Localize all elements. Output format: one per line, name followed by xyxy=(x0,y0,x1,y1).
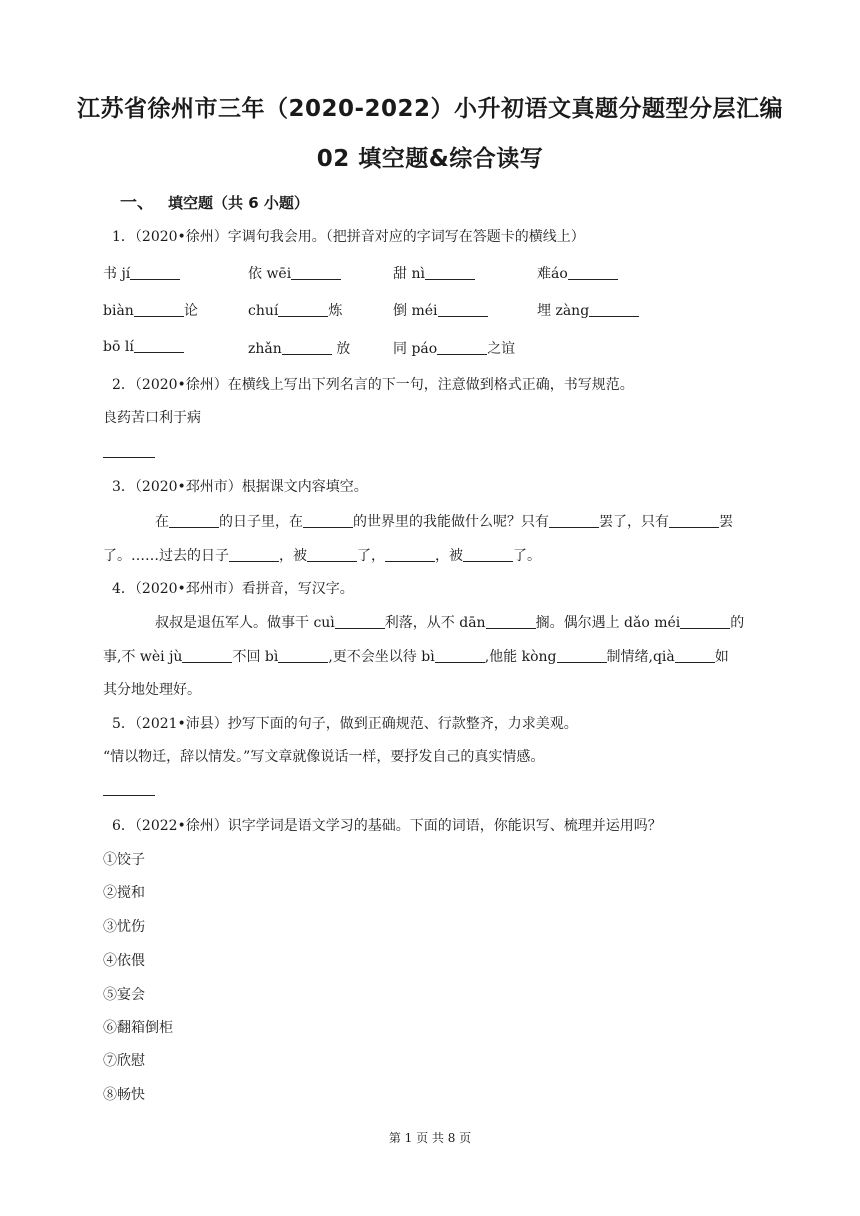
q4-paragraph-line-3: 其分地处理好。 xyxy=(103,682,201,698)
q4-text: 如 xyxy=(714,649,729,665)
answer-blank[interactable] xyxy=(557,648,607,663)
section-label: 填空题（共 6 小题） xyxy=(168,194,309,212)
q6-stem: 6．（2022•徐州）识字学词是语文学习的基础。下面的词语，你能识写、梳理并运用吗？ xyxy=(112,818,662,834)
q3-text: 的日子里，在 xyxy=(219,514,303,530)
q4-text: 的 xyxy=(730,615,745,631)
answer-blank[interactable] xyxy=(103,795,155,796)
q4-text: 制情绪,qià xyxy=(606,649,675,665)
q1-item: 同 páo xyxy=(393,341,438,357)
q4-text: 事,不 wèi jù xyxy=(103,649,183,665)
answer-blank[interactable] xyxy=(130,265,180,280)
answer-blank[interactable] xyxy=(437,340,487,355)
answer-blank[interactable] xyxy=(134,338,184,353)
q6-word: ⑦欣慰 xyxy=(103,1053,145,1069)
q1-item: chuí xyxy=(248,303,279,319)
q5-quote: “情以物迁，辞以情发。”写文章就像说话一样，要抒发自己的真实情感。 xyxy=(103,749,545,765)
q4-text: 搁。偶尔遇上 dǎo méi xyxy=(535,615,681,631)
q3-text: 在 xyxy=(155,514,169,530)
q4-paragraph-line-2 xyxy=(103,646,729,666)
answer-blank[interactable] xyxy=(303,513,353,528)
page-footer: 第 1 页 共 8 页 xyxy=(388,1131,472,1145)
answer-blank[interactable] xyxy=(589,302,639,317)
q3-paragraph-line-2 xyxy=(103,545,541,565)
q1-item-suffix: 之谊 xyxy=(487,341,516,357)
q4-text: 不回 bì xyxy=(232,649,279,665)
answer-blank[interactable] xyxy=(169,513,219,528)
q1-item: 埋 zàng xyxy=(537,303,590,319)
section-heading xyxy=(120,188,309,213)
q6-word: ④依偎 xyxy=(103,953,145,969)
q3-text: 了。 xyxy=(513,548,541,564)
answer-blank[interactable] xyxy=(278,648,328,663)
answer-blank[interactable] xyxy=(438,302,488,317)
answer-blank[interactable] xyxy=(385,547,435,562)
q6-word: ⑧畅快 xyxy=(103,1087,145,1103)
section-number: 一、 xyxy=(120,193,154,213)
answer-blank[interactable] xyxy=(463,547,513,562)
answer-blank[interactable] xyxy=(229,547,279,562)
q3-text: ，被 xyxy=(435,548,463,564)
answer-blank[interactable] xyxy=(669,513,719,528)
q1-item: 甜 nì xyxy=(393,266,425,282)
q3-paragraph-line-1 xyxy=(155,511,733,531)
q6-word: ①饺子 xyxy=(103,852,145,868)
answer-blank[interactable] xyxy=(486,614,536,629)
q1-item: zhǎn xyxy=(248,341,282,357)
answer-blank[interactable] xyxy=(680,614,730,629)
q1-item-suffix: 炼 xyxy=(328,303,343,319)
answer-blank[interactable] xyxy=(182,648,232,663)
document-subtitle: 02 填空题&综合读写 xyxy=(316,146,544,172)
q2-stem: 2．（2020•徐州）在横线上写出下列名言的下一句，注意做到格式正确，书写规范。 xyxy=(112,377,634,393)
q6-word: ⑤宴会 xyxy=(103,987,145,1003)
answer-blank[interactable] xyxy=(568,265,618,280)
q1-item: biàn xyxy=(103,303,134,319)
answer-blank[interactable] xyxy=(675,648,715,663)
q4-paragraph-line-1 xyxy=(155,612,744,632)
q4-text: 叔叔是退伍军人。做事干 cuì xyxy=(155,615,335,631)
answer-blank[interactable] xyxy=(435,648,485,663)
document-title: 江苏省徐州市三年（2020-2022）小升初语文真题分题型分层汇编 xyxy=(76,96,784,122)
q6-word: ⑥翻箱倒柜 xyxy=(103,1020,173,1036)
q3-text: 了， xyxy=(357,548,385,564)
q1-item: 书 jí xyxy=(103,266,131,282)
answer-blank[interactable] xyxy=(282,340,332,355)
q2-proverb: 良药苦口利于病 xyxy=(103,410,201,426)
q1-item: bō lí xyxy=(103,339,134,355)
q1-item-suffix: 论 xyxy=(183,303,198,319)
q3-text: ，被 xyxy=(279,548,307,564)
q4-text: ,更不会坐以待 bì xyxy=(328,649,435,665)
q3-text: 的世界里的我能做什么呢？只有 xyxy=(353,514,549,530)
q1-item: 难áo xyxy=(537,266,568,282)
answer-blank[interactable] xyxy=(291,265,341,280)
q1-item: 倒 méi xyxy=(393,303,438,319)
q3-text: 了。……过去的日子 xyxy=(103,548,229,564)
q3-text: 罢 xyxy=(719,514,733,530)
q5-stem: 5．（2021•沛县）抄写下面的句子，做到正确规范、行款整齐，力求美观。 xyxy=(112,716,578,732)
q3-text: 罢了，只有 xyxy=(599,514,669,530)
q6-word: ③忧伤 xyxy=(103,919,145,935)
q4-stem: 4．（2020•邳州市）看拼音，写汉字。 xyxy=(112,581,354,597)
answer-blank[interactable] xyxy=(335,614,385,629)
answer-blank[interactable] xyxy=(134,302,184,317)
q4-text: 利落，从不 dān xyxy=(384,615,486,631)
answer-blank[interactable] xyxy=(549,513,599,528)
answer-blank[interactable] xyxy=(425,265,475,280)
q1-item: 依 wēi xyxy=(248,266,292,282)
q3-stem: 3．（2020•邳州市）根据课文内容填空。 xyxy=(112,479,368,495)
answer-blank[interactable] xyxy=(307,547,357,562)
q1-item-suffix: 放 xyxy=(336,341,351,357)
q4-text: ,他能 kòng xyxy=(484,649,557,665)
answer-blank[interactable] xyxy=(103,457,155,458)
answer-blank[interactable] xyxy=(278,302,328,317)
q6-word: ②搅和 xyxy=(103,885,145,901)
q1-stem: 1．（2020•徐州）字调句我会用。（把拼音对应的字词写在答题卡的横线上） xyxy=(112,229,585,245)
